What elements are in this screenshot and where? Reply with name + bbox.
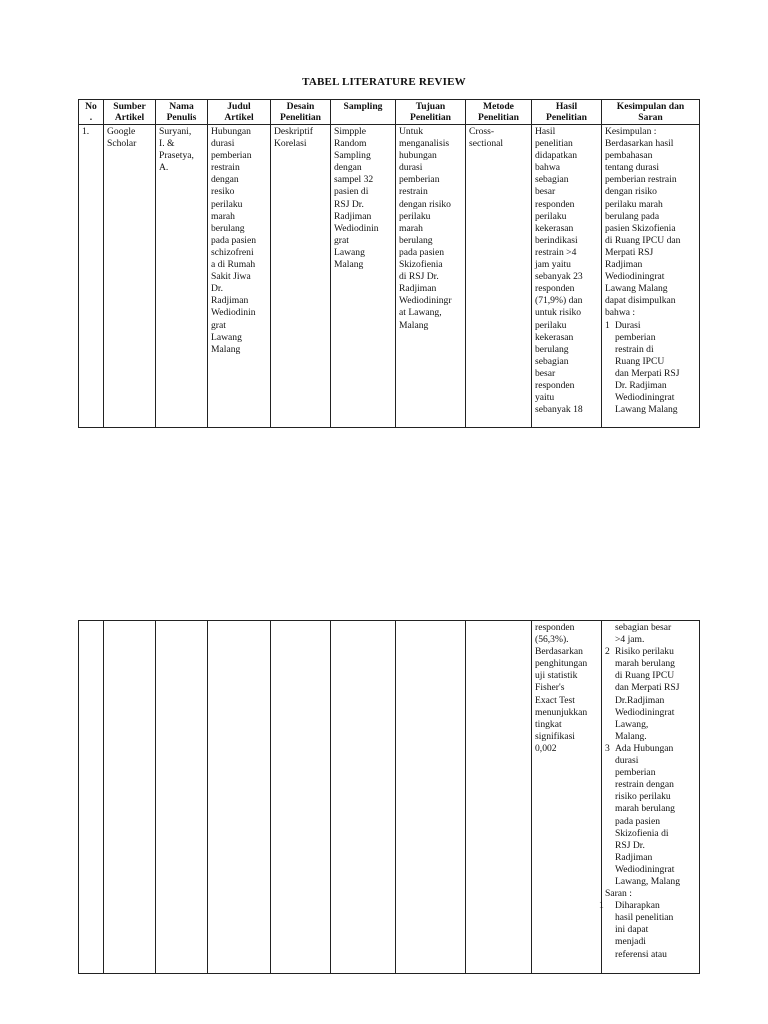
header-hasil-penelitian: Hasil Penelitian [532, 100, 602, 125]
cell-sumber-artikel: Google Scholar [104, 125, 156, 428]
literature-review-table-continued [78, 620, 700, 974]
header-sumber-artikel: Sumber Artikel [104, 100, 156, 125]
cell-sampling [331, 621, 396, 974]
header-no: No . [79, 100, 104, 125]
list-text: Durasi pemberian restrain di Ruang IPCU dan Merpati RSJ Dr. Radjiman Wediodiningrat Lawang Malang [615, 319, 680, 416]
kesimpulan-list [605, 622, 696, 888]
header-metode-penelitian: Metode Penelitian [466, 100, 532, 125]
cell-no [79, 621, 104, 974]
list-text: Ada Hubungan durasi pemberian restrain dengan risiko perilaku marah berulang pada pasien Skizofienia di RSJ Dr. Radjiman Wediodiningrat Lawang, Malang [615, 742, 681, 887]
literature-review-table [78, 99, 700, 428]
kesimpulan-intro: Kesimpulan : Berdasarkan hasil pembahasan tentang durasi pemberian restrain dengan risiko perilaku marah berulang pada pasien Skizofienia di Ruang IPCU dan Merpati RSJ Radjiman Wediodiningrat Lawang Malang dapat disimpulkan bahwa : [605, 126, 681, 319]
saran-list [599, 900, 696, 960]
header-judul-artikel: Judul Artikel [208, 100, 271, 125]
list-text: Diharapkan hasil penelitian ini dapat menjadi referensi atau [615, 900, 674, 960]
cell-metode-penelitian [466, 621, 532, 974]
list-number: 1 [599, 900, 604, 912]
list-text: sebagian besar >4 jam. [615, 622, 672, 646]
cell-judul-artikel: Hubungan durasi pemberian restrain dengan resiko perilaku marah berulang pada pasien schizofreni a di Rumah Sakit Jiwa Dr. Radjiman Wediodinin grat Lawang Malang [208, 125, 271, 428]
table-row [79, 125, 700, 428]
cell-hasil-penelitian: Hasil penelitian didapatkan bahwa sebagian besar responden perilaku kekerasan berindikasi restrain >4 jam yaitu sebanyak 23 responden (71,9%) dan untuk risiko perilaku kekerasan berulang sebagian besar responden yaitu sebanyak 18 [532, 125, 602, 428]
header-kesimpulan-saran: Kesimpulan dan Saran [602, 100, 700, 125]
cell-judul-artikel [208, 621, 271, 974]
header-sampling: Sampling [331, 100, 396, 125]
cell-hasil-penelitian: responden (56,3%). Berdasarkan penghitungan uji statistik Fisher's Exact Test menunjukkan tingkat signifikasi 0,002 [532, 621, 602, 974]
cell-nama-penulis [156, 621, 208, 974]
list-number: 1 [605, 319, 610, 331]
list-item [605, 646, 696, 743]
cell-tujuan-penelitian [396, 621, 466, 974]
cell-sumber-artikel [104, 621, 156, 974]
cell-no: 1. [79, 125, 104, 428]
cell-desain-penelitian [271, 621, 331, 974]
header-tujuan-penelitian: Tujuan Penelitian [396, 100, 466, 125]
document-title: TABEL LITERATURE REVIEW [302, 76, 466, 88]
cell-kesimpulan-saran [602, 125, 700, 428]
table-header-row [79, 100, 700, 125]
list-item [599, 900, 696, 960]
kesimpulan-list [605, 320, 696, 417]
saran-label: Saran : [605, 888, 632, 900]
list-item [605, 320, 696, 417]
list-text: Risiko perilaku marah berulang di Ruang IPCU dan Merpati RSJ Dr.Radjiman Wediodiningrat Lawang, Malang. [615, 646, 680, 742]
list-item [605, 743, 696, 888]
cell-kesimpulan-saran [599, 621, 700, 974]
cell-tujuan-penelitian: Untuk menganalisis hubungan durasi pemberian restrain dengan risiko perilaku marah berulang pada pasien Skizofienia di RSJ Dr. Radjiman Wediodiningr at Lawang, Malang [396, 125, 466, 428]
cell-sampling: Simpple Random Sampling dengan sampel 32 pasien di RSJ Dr. Radjiman Wediodinin grat Lawang Malang [331, 125, 396, 428]
cell-desain-penelitian: Deskriptif Korelasi [271, 125, 331, 428]
header-nama-penulis: Nama Penulis [156, 100, 208, 125]
header-desain-penelitian: Desain Penelitian [271, 100, 331, 125]
list-number: 3 [605, 742, 610, 754]
list-number: 2 [605, 646, 610, 658]
cell-metode-penelitian: Cross- sectional [466, 125, 532, 428]
table-row [79, 621, 700, 974]
cell-nama-penulis: Suryani, I. & Prasetya, A. [156, 125, 208, 428]
list-item [605, 622, 696, 646]
